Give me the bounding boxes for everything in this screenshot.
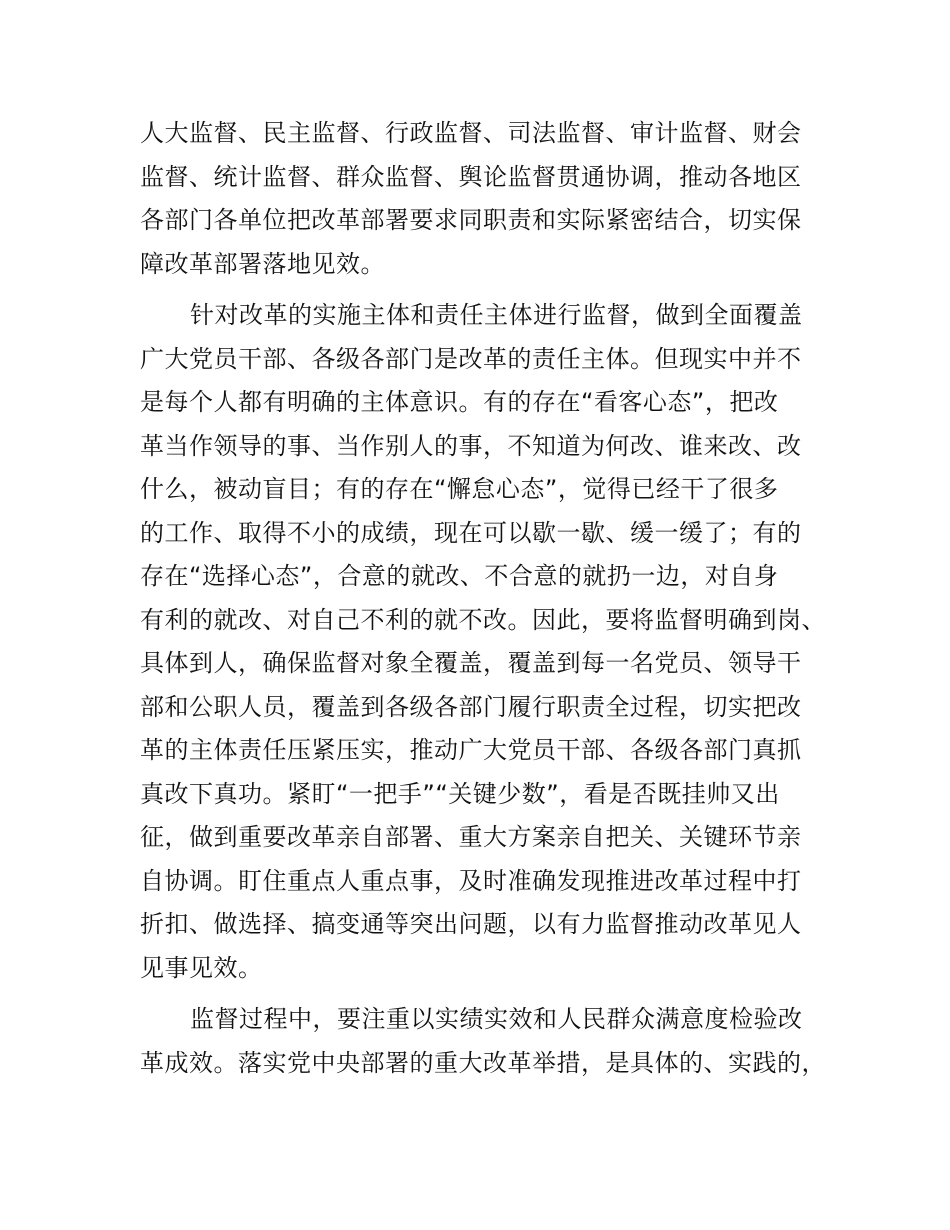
text-line: 监督、统计监督、群众监督、舆论监督贯通协调，推动各地区 <box>140 162 802 191</box>
text-line: 革的主体责任压紧压实，推动广大党员干部、各级各部门真抓 <box>140 736 802 764</box>
text-line: 革当作领导的事、当作别人的事，不知道为何改、谁来改、改 <box>140 431 802 460</box>
text-line: 是每个人都有明确的主体意识。有的存在“看客心态”，把改 <box>140 388 779 416</box>
text-line: 什么，被动盲目；有的存在“懈怠心态”，觉得已经干了很多 <box>140 475 779 503</box>
text-line: 存在“选择心态”，合意的就改、不合意的就扔一边，对自身 <box>140 562 779 590</box>
text-line: 部和公职人员，覆盖到各级各部门履行职责全过程，切实把改 <box>140 692 802 721</box>
text-line: 障改革部署落地见效。 <box>140 249 385 278</box>
text-line: 有利的就改、对自己不利的就不改。因此，要将监督明确到岗、 <box>140 605 826 634</box>
text-line: 自协调。盯住重点人重点事，及时准确发现推进改革过程中打 <box>140 866 802 895</box>
text-line: 各部门各单位把改革部署要求同职责和实际紧密结合，切实保 <box>140 206 802 234</box>
text-line: 征，做到重要改革亲自部署、重大方案亲自把关、关键环节亲 <box>140 823 802 851</box>
text-line: 针对改革的实施主体和责任主体进行监督，做到全面覆盖 <box>190 301 803 329</box>
paragraph-1 <box>140 112 825 286</box>
text-line: 真改下真功。紧盯“一把手”“关键少数”，看是否既挂帅又出 <box>140 779 780 808</box>
paragraph-3 <box>140 998 825 1085</box>
text-line: 监督过程中，要注重以实绩实效和人民群众满意度检验改 <box>190 1005 803 1033</box>
text-line: 折扣、做选择、搞变通等突出问题，以有力监督推动改革见人 <box>140 910 802 938</box>
text-line: 广大党员干部、各级各部门是改革的责任主体。但现实中并不 <box>140 344 802 373</box>
paragraph-2 <box>140 294 825 990</box>
text-line: 的工作、取得不小的成绩，现在可以歇一歇、缓一缓了；有的 <box>140 518 802 547</box>
text-line: 革成效。落实党中央部署的重大改革举措，是具体的、实践的， <box>140 1048 826 1077</box>
text-line: 具体到人，确保监督对象全覆盖，覆盖到每一名党员、领导干 <box>140 649 802 677</box>
text-line: 见事见效。 <box>140 953 263 982</box>
document-body <box>140 112 825 1085</box>
text-line: 人大监督、民主监督、行政监督、司法监督、审计监督、财会 <box>140 119 802 147</box>
